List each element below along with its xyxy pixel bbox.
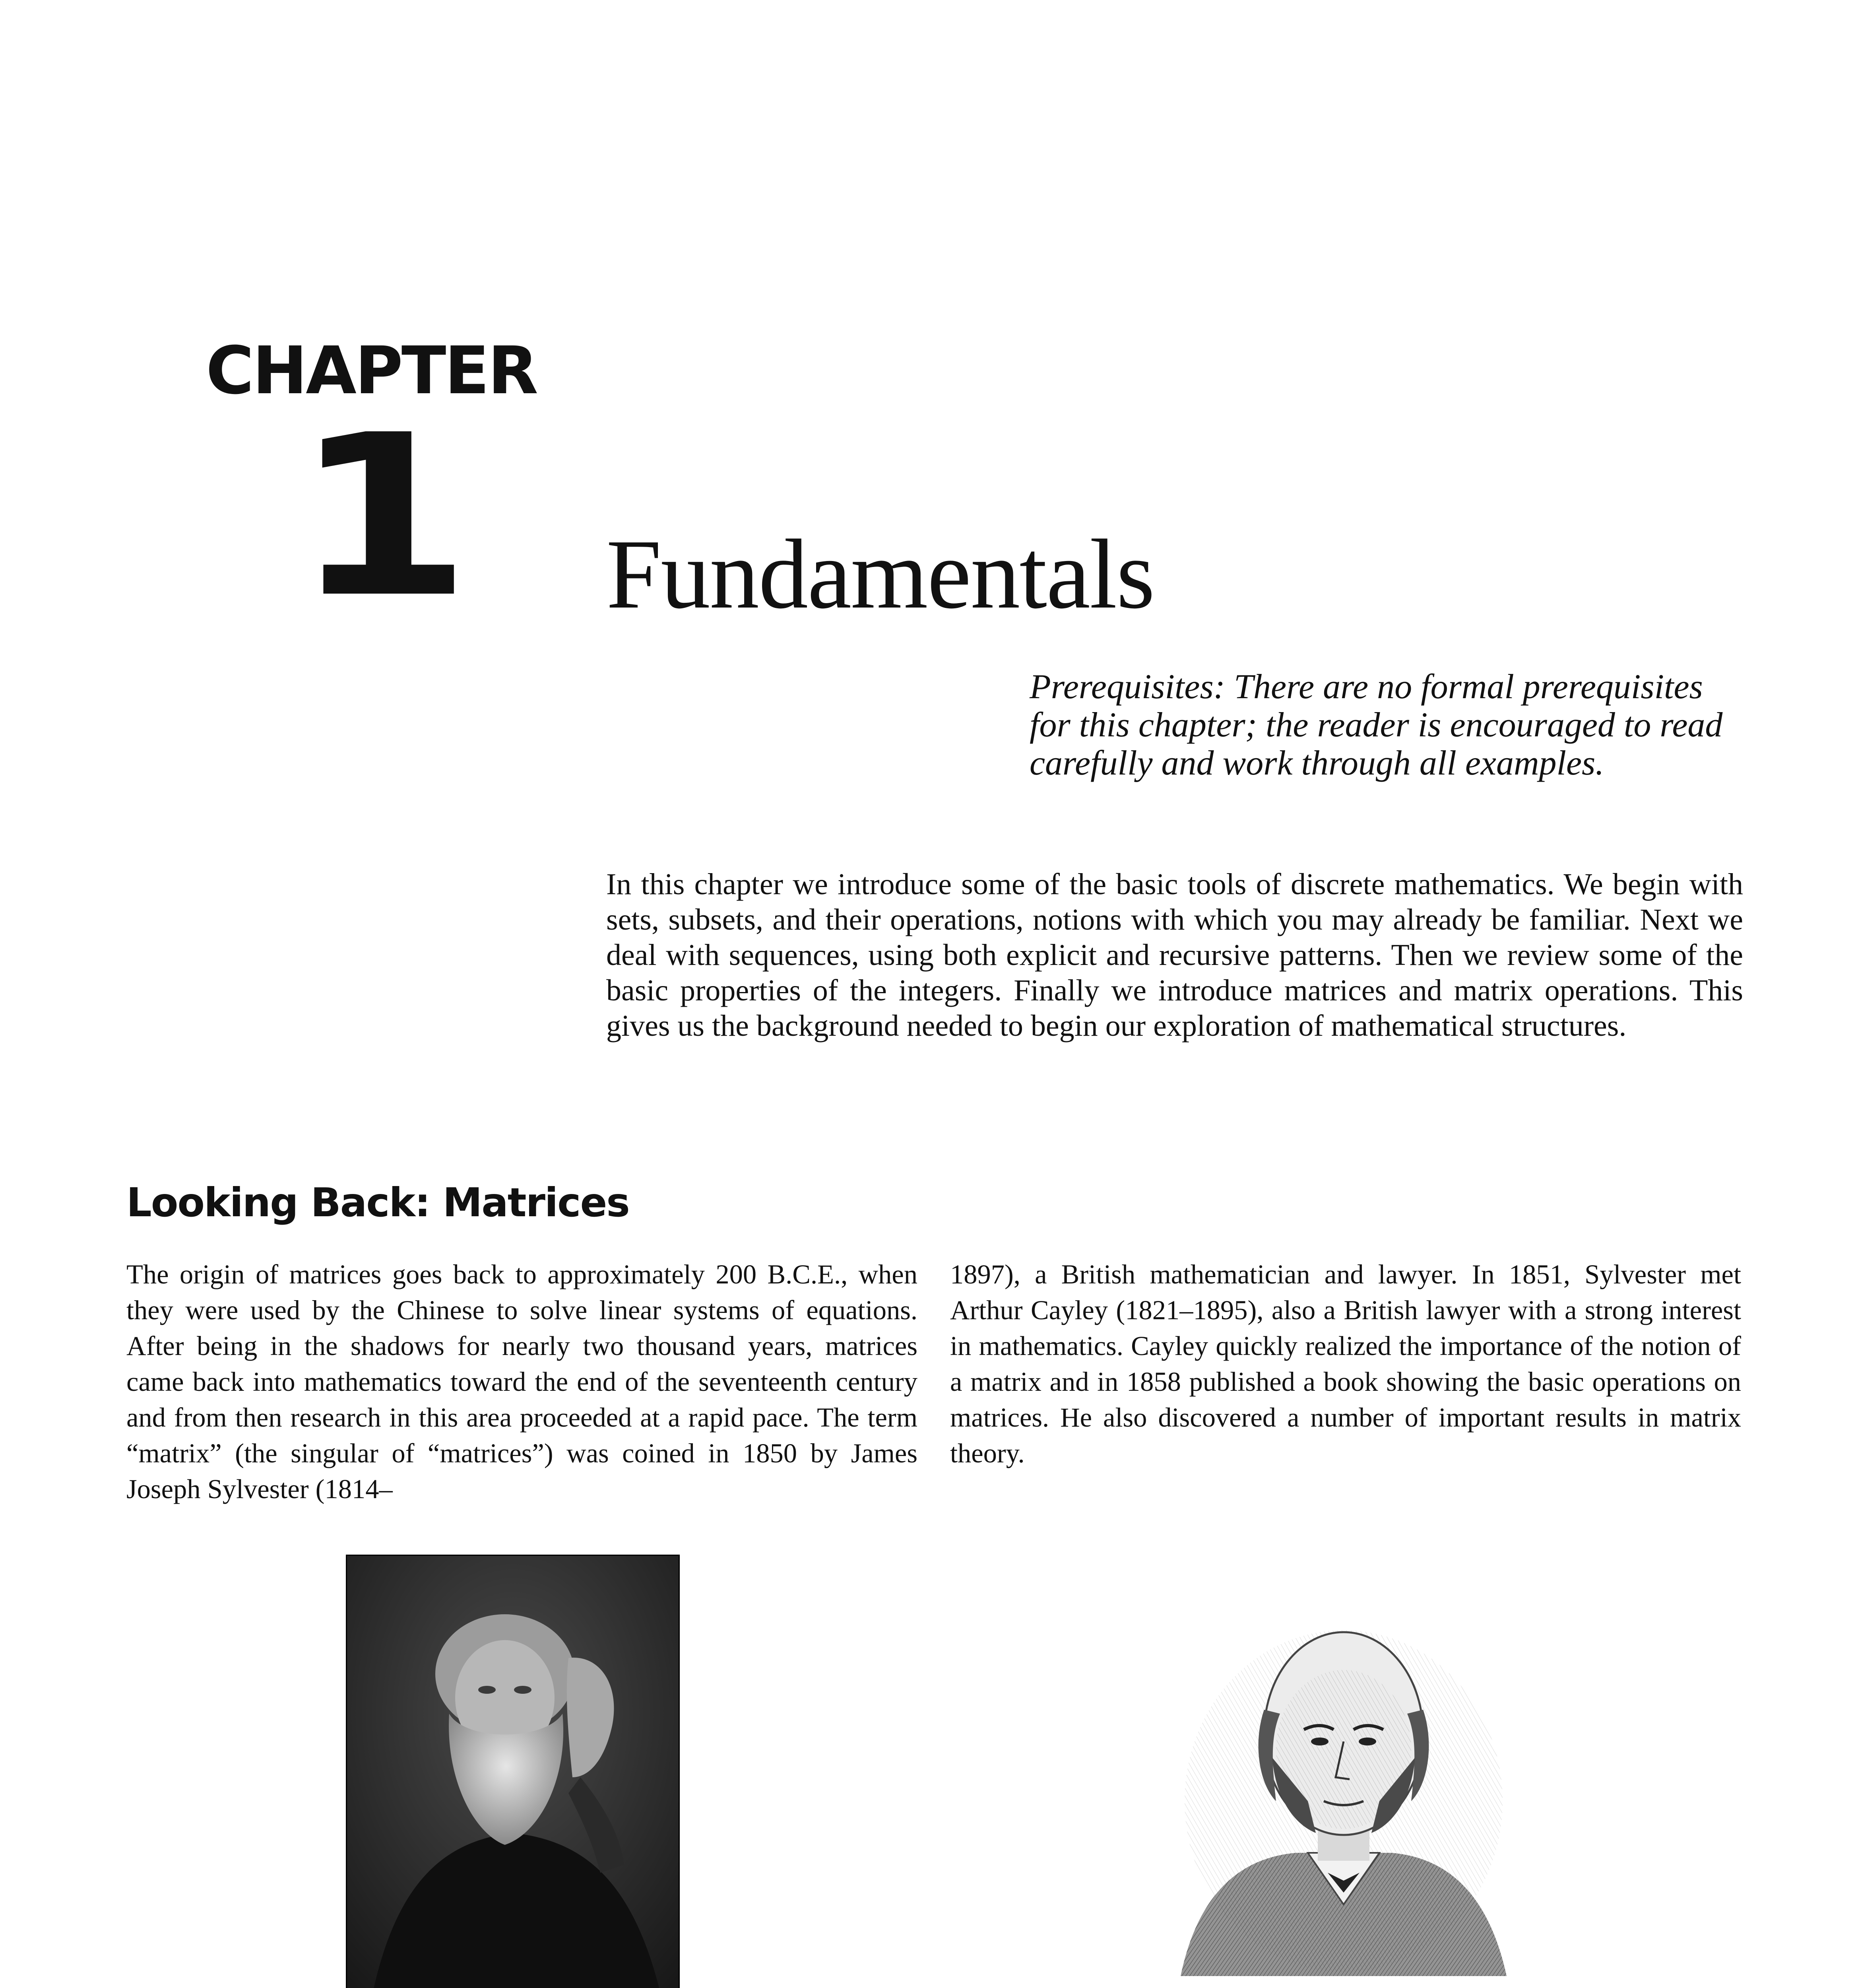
section-text-left-column: The origin of matrices goes back to approximately 200 B.C.E., when they were used by the Chinese to solve linear systems of equations. After being in the shadows for nearly two thousand years, matrices came back into mathematics toward the end of the seventeenth century and from then research in this area proceeded at a rapid pace. The term “matrix” (the singular of “matrices”) was coined in 1850 by James Joseph Sylvester (1814– bbox=[126, 1259, 917, 1504]
section-text-right-column: 1897), a British mathematician and lawyer. In 1851, Sylvester met Arthur Cayley (1821–1895), also a British lawyer with a strong interest in mathematics. Cayley quickly realized the importance of the notion of a matrix and in 1858 published a book showing the basic operations on matrices. He also discovered a number of important results in matrix theory. bbox=[950, 1259, 1741, 1468]
cayley-portrait bbox=[1165, 1578, 1522, 1984]
chapter-title: Fundamentals bbox=[606, 519, 1154, 629]
sylvester-portrait bbox=[346, 1555, 680, 1988]
prerequisites-note: Prerequisites: There are no formal prerequisites for this chapter; the reader is encouraged to read carefully and work through all examples. bbox=[1030, 668, 1723, 782]
chapter-number: 1 bbox=[293, 387, 472, 646]
chapter-label: CHAPTER bbox=[206, 332, 537, 409]
section-heading: Looking Back: Matrices bbox=[126, 1179, 629, 1226]
chapter-intro-paragraph: In this chapter we introduce some of the basic tools of discrete mathematics. We begin with sets, subsets, and their operations, notions with which you may already be familiar. Next we deal with sequences, using both explicit and recursive patterns. Then we review some of the basic properties of the integers. Finally we introduce matrices and matrix operations. This gives us the background needed to begin our exploration of mathematical structures. bbox=[606, 868, 1743, 1043]
